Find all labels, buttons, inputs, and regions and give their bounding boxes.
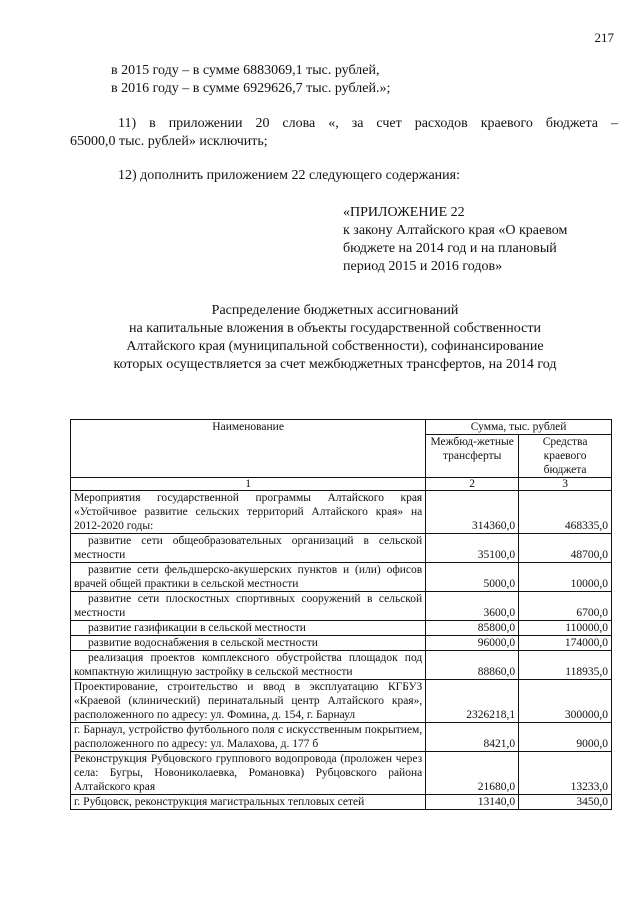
row-transfers: 314360,0 xyxy=(426,491,519,534)
row-transfers: 35100,0 xyxy=(426,534,519,563)
appendix-line-4: период 2015 и 2016 годов» xyxy=(343,259,503,274)
appendix-line-1: «ПРИЛОЖЕНИЕ 22 xyxy=(343,205,465,220)
row-budget: 110000,0 xyxy=(519,621,612,636)
row-budget: 174000,0 xyxy=(519,636,612,651)
row-budget: 10000,0 xyxy=(519,563,612,592)
table-row xyxy=(71,680,612,723)
row-name: развитие газификации в сельской местности xyxy=(71,621,426,636)
row-transfers: 5000,0 xyxy=(426,563,519,592)
item-11-line-2: 65000,0 тыс. рублей» исключить; xyxy=(70,134,268,149)
row-transfers: 21680,0 xyxy=(426,752,519,795)
title-line-3: Алтайского края (муниципальной собственности), софинансирование xyxy=(126,339,544,354)
item-12: 12) дополнить приложением 22 следующего содержания: xyxy=(118,168,460,183)
row-budget: 6700,0 xyxy=(519,592,612,621)
table-row xyxy=(71,752,612,795)
table-row xyxy=(71,491,612,534)
row-transfers: 8421,0 xyxy=(426,723,519,752)
appendix-heading xyxy=(343,204,615,276)
row-budget: 468335,0 xyxy=(519,491,612,534)
column-number-2: 2 xyxy=(426,478,519,491)
row-budget: 300000,0 xyxy=(519,680,612,723)
header-name: Наименование xyxy=(71,420,426,478)
header-sum: Сумма, тыс. рублей xyxy=(426,420,612,435)
row-name: развитие водоснабжения в сельской местности xyxy=(71,636,426,651)
row-transfers: 13140,0 xyxy=(426,795,519,810)
table-row xyxy=(71,723,612,752)
row-budget: 3450,0 xyxy=(519,795,612,810)
row-name: развитие сети фельдшерско-акушерских пунктов и (или) офисов врачей общей практики в сельской местности xyxy=(71,563,426,592)
header-budget: Средства краевого бюджета xyxy=(519,435,612,478)
document-title xyxy=(90,302,580,374)
row-name: г. Барнаул, устройство футбольного поля с искусственным покрытием, расположенного по адресу: ул. Малахова, д. 177 б xyxy=(71,723,426,752)
row-name: г. Рубцовск, реконструкция магистральных тепловых сетей xyxy=(71,795,426,810)
row-transfers: 2326218,1 xyxy=(426,680,519,723)
row-transfers: 88860,0 xyxy=(426,651,519,680)
title-line-1: Распределение бюджетных ассигнований xyxy=(211,303,459,318)
text-2016-sum: в 2016 году – в сумме 6929626,7 тыс. рублей.»; xyxy=(111,81,391,96)
table-row xyxy=(71,636,612,651)
row-budget: 48700,0 xyxy=(519,534,612,563)
column-number-1: 1 xyxy=(71,478,426,491)
table-row xyxy=(71,563,612,592)
table-row xyxy=(71,534,612,563)
row-budget: 13233,0 xyxy=(519,752,612,795)
row-name: развитие сети общеобразовательных организаций в сельской местности xyxy=(71,534,426,563)
text-2015-sum: в 2015 году – в сумме 6883069,1 тыс. рублей, xyxy=(111,63,380,78)
row-budget: 9000,0 xyxy=(519,723,612,752)
row-transfers: 85800,0 xyxy=(426,621,519,636)
row-name: Проектирование, строительство и ввод в эксплуатацию КГБУЗ «Краевой (клинический) перинатальный центр Алтайского края», расположенного по адресу: ул. Фомина, д. 154, г. Барнаул xyxy=(71,680,426,723)
row-name: Мероприятия государственной программы Алтайского края «Устойчивое развитие сельских территорий Алтайского края» на 2012-2020 годы: xyxy=(71,491,426,534)
row-transfers: 96000,0 xyxy=(426,636,519,651)
appendix-line-3: бюджете на 2014 год и на плановый xyxy=(343,241,557,256)
row-budget: 118935,0 xyxy=(519,651,612,680)
column-number-3: 3 xyxy=(519,478,612,491)
header-transfers: Межбюд-жетные трансферты xyxy=(426,435,519,478)
table-row xyxy=(71,651,612,680)
appendix-line-2: к закону Алтайского края «О краевом xyxy=(343,223,568,238)
table-row xyxy=(71,795,612,810)
item-11-line-1: 11) в приложении 20 слова «, за счет расходов краевого бюджета – xyxy=(118,116,618,131)
row-name: реализация проектов комплексного обустройства площадок под компактную жилищную застройку в сельской местности xyxy=(71,651,426,680)
title-line-2: на капитальные вложения в объекты государственной собственности xyxy=(129,321,541,336)
table-row xyxy=(71,621,612,636)
row-transfers: 3600,0 xyxy=(426,592,519,621)
row-name: развитие сети плоскостных спортивных сооружений в сельской местности xyxy=(71,592,426,621)
budget-table xyxy=(70,419,612,810)
title-line-4: которых осуществляется за счет межбюджетных трансфертов, на 2014 год xyxy=(113,357,557,372)
page-number: 217 xyxy=(594,30,614,45)
table-row xyxy=(71,592,612,621)
row-name: Реконструкция Рубцовского группового водопровода (проложен через села: Бугры, Новониколаевка, Романовка) Рубцовского района Алтайского края xyxy=(71,752,426,795)
table-body xyxy=(71,491,612,810)
